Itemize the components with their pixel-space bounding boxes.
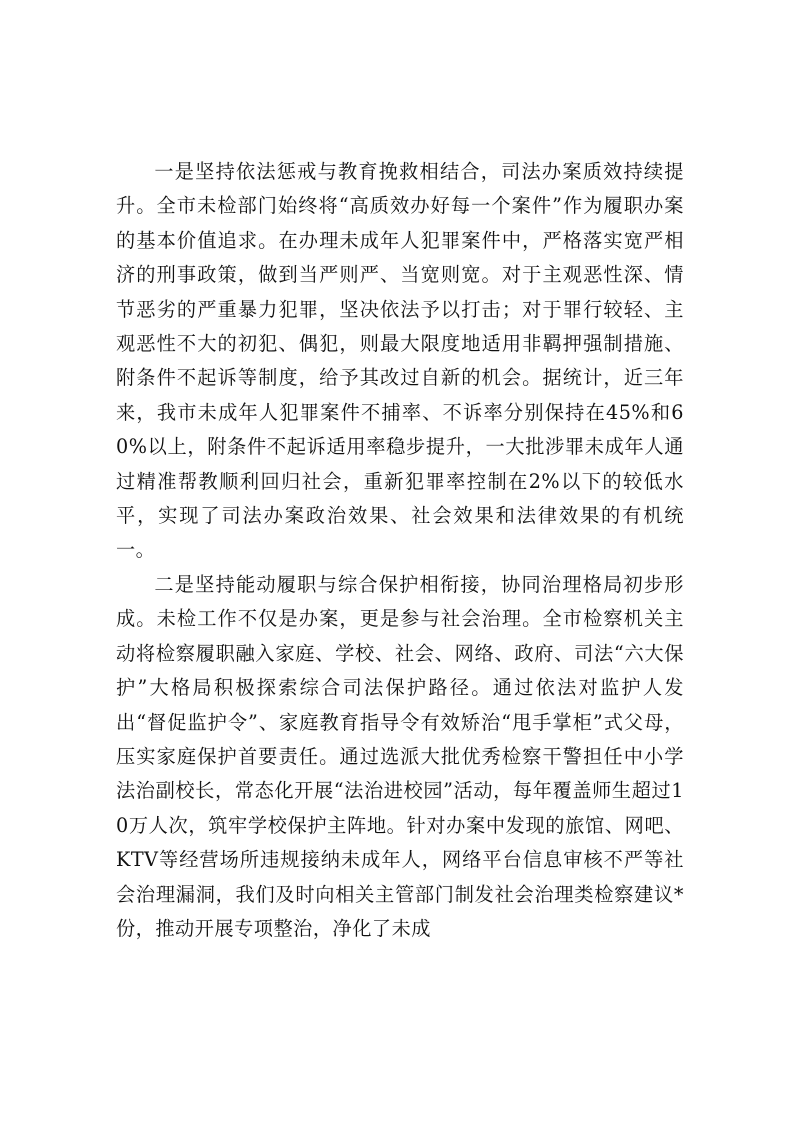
document-body xyxy=(116,155,684,946)
paragraph-1: 一是坚持依法惩戒与教育挽救相结合，司法办案质效持续提升。全市未检部门始终将“高质效办好每一个案件”作为履职办案的基本价值追求。在办理未成年人犯罪案件中，严格落实宽严相济的刑事政策，做到当严则严、当宽则宽。对于主观恶性深、情节恶劣的严重暴力犯罪，坚决依法予以打击；对于罪行较轻、主观恶性不大的初犯、偶犯，则最大限度地适用非羁押强制措施、附条件不起诉等制度，给予其改过自新的机会。据统计，近三年来，我市未成年人犯罪案件不捕率、不诉率分别保持在45%和60%以上，附条件不起诉适用率稳步提升，一大批涉罪未成年人通过精准帮教顺利回归社会，重新犯罪率控制在2%以下的较低水平，实现了司法办案政治效果、社会效果和法律效果的有机统一。 xyxy=(116,160,684,562)
paragraph-2: 二是坚持能动履职与综合保护相衔接，协同治理格局初步形成。未检工作不仅是办案，更是参与社会治理。全市检察机关主动将检察履职融入家庭、学校、社会、网络、政府、司法“六大保护”大格局积极探索综合司法保护路径。通过依法对监护人发出“督促监护令”、家庭教育指导令有效矫治“甩手掌柜”式父母，压实家庭保护首要责任。通过选派大批优秀检察干警担任中小学法治副校长，常态化开展“法治进校园”活动，每年覆盖师生超过10万人次，筑牢学校保护主阵地。针对办案中发现的旅馆、网吧、KTV等经营场所违规接纳未成年人，网络平台信息审核不严等社会治理漏洞，我们及时向相关主管部门制发社会治理类检察建议*份，推动开展专项整治，净化了未成 xyxy=(116,572,684,940)
